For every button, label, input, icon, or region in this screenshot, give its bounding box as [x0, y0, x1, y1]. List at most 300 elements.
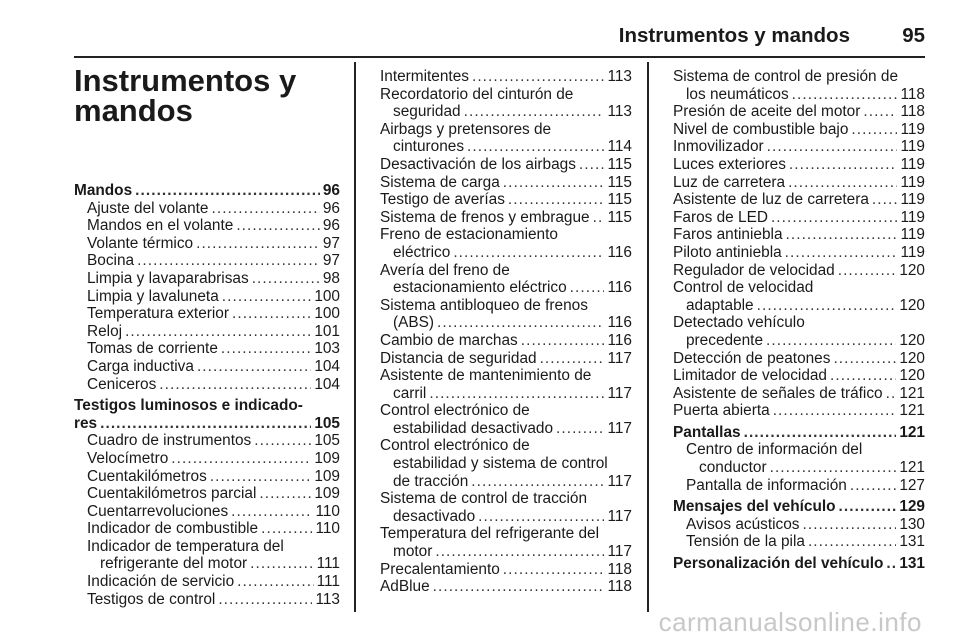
toc-entry-title: Mandos en el volante: [87, 217, 234, 235]
dot-leader: [770, 459, 897, 477]
dot-leader: [221, 340, 311, 358]
toc-page-number: 119: [900, 226, 925, 244]
dot-leader: [125, 323, 311, 341]
toc-entry-row: [380, 561, 632, 579]
toc-entry[interactable]: [380, 525, 632, 560]
dot-leader: [802, 516, 896, 534]
toc-entry-row: [673, 174, 925, 192]
toc-entry[interactable]: [380, 402, 632, 437]
toc-entry-title: Cuadro de instrumentos: [87, 432, 252, 450]
toc-entry[interactable]: [673, 441, 925, 476]
toc-entry[interactable]: [673, 516, 925, 534]
toc-entry-row: [380, 332, 632, 350]
toc-entry[interactable]: [673, 68, 925, 103]
toc-entry[interactable]: [74, 235, 340, 253]
watermark: carmanualsonline.info: [658, 607, 922, 637]
toc-entry[interactable]: [74, 485, 340, 503]
dot-leader: [464, 103, 605, 121]
dot-leader: [222, 288, 312, 306]
toc-entry-title: carril: [393, 384, 427, 402]
dot-leader: [872, 191, 898, 209]
page-number: 95: [902, 24, 925, 47]
dot-leader: [259, 485, 311, 503]
dot-leader: [453, 244, 604, 262]
toc-entry-title: Piloto antiniebla: [673, 243, 782, 261]
toc-entry-lead: Sistema de control de tracción: [380, 490, 588, 508]
toc-entry[interactable]: [673, 367, 925, 385]
toc-entry[interactable]: [380, 68, 632, 86]
toc-page-number: 100: [314, 287, 340, 305]
toc-column-3: [673, 68, 925, 573]
toc-entry-title: conductor: [699, 459, 767, 477]
toc-entry[interactable]: [74, 376, 340, 394]
toc-entry-title: Desactivación de los airbags: [380, 155, 576, 173]
toc-entry-row: [74, 182, 340, 200]
toc-page-number: 97: [322, 234, 340, 252]
toc-page-number: 115: [607, 191, 632, 209]
toc-entry[interactable]: [673, 402, 925, 420]
toc-entry-lead: Recordatorio del cinturón de: [380, 85, 574, 103]
toc-page-number: 118: [900, 85, 925, 103]
toc-entry-lead: Testigos luminosos e indicado-: [74, 397, 303, 415]
toc-entry-row: [380, 156, 632, 174]
toc-entry-row: [380, 508, 632, 526]
toc-entry[interactable]: [673, 477, 925, 495]
toc-entry-row: [380, 174, 632, 192]
toc-entry-row: [673, 385, 925, 403]
chapter-title: Instrumentos y mandos: [74, 63, 297, 128]
header-rule: [74, 56, 925, 58]
toc-entry-title: Luz de carretera: [673, 173, 786, 191]
toc-entry-row: [673, 262, 925, 280]
toc-page-number: 96: [322, 199, 340, 217]
toc-entry-title: Indicación de servicio: [87, 573, 235, 591]
toc-entry[interactable]: [74, 252, 340, 270]
toc-section[interactable]: [673, 498, 925, 516]
toc-entry-row: [380, 314, 632, 332]
toc-entry[interactable]: [380, 121, 632, 156]
toc-section[interactable]: [673, 424, 925, 442]
dot-leader: [503, 174, 605, 192]
dot-leader: [252, 270, 320, 288]
toc-entry-title: Tensión de la pila: [686, 533, 805, 551]
dot-leader: [467, 138, 604, 156]
dot-leader: [135, 182, 320, 200]
dot-leader: [508, 191, 605, 209]
toc-entry[interactable]: [673, 314, 925, 349]
toc-entry-title: Cuentakilómetros: [87, 467, 207, 485]
toc-entry[interactable]: [74, 432, 340, 450]
toc-page-number: 131: [899, 555, 925, 573]
dot-leader: [437, 314, 604, 332]
dot-leader: [472, 68, 604, 86]
toc-entry-lead: Airbags y pretensores de: [380, 120, 552, 138]
toc-page-number: 119: [900, 208, 925, 226]
dot-leader: [231, 503, 312, 521]
dot-leader: [886, 555, 896, 573]
toc-entry-title: Cuentarrevoluciones: [87, 502, 229, 520]
toc-page-number: 115: [607, 155, 632, 173]
toc-page-number: 120: [899, 349, 925, 367]
toc-entry-row: [87, 503, 340, 521]
toc-entry[interactable]: [380, 490, 632, 525]
dot-leader: [579, 156, 605, 174]
toc-entry-title: los neumáticos: [686, 85, 789, 103]
dot-leader: [830, 367, 896, 385]
toc-entry-row: [673, 209, 925, 227]
toc-entry[interactable]: [673, 156, 925, 174]
dot-leader: [556, 420, 604, 438]
toc-entry-title: Temperatura exterior: [87, 305, 229, 323]
toc-entry-title: Cuentakilómetros parcial: [87, 485, 257, 503]
toc-entry-row: [686, 477, 925, 495]
toc-entry-lead: Sistema de control de presión de: [673, 68, 899, 85]
toc-entry-lead: Indicador de temperatura del: [87, 537, 284, 555]
column-divider: [354, 62, 356, 612]
toc-entry-row: [87, 323, 340, 341]
toc-entry-title: Ceniceros: [87, 375, 157, 393]
toc-entry-row: [380, 244, 632, 262]
toc-entry-title: Distancia de seguridad: [380, 349, 537, 367]
toc-entry-title: Presión de aceite del motor: [673, 103, 861, 121]
toc-entry-row: [87, 591, 340, 609]
dot-leader: [886, 385, 897, 403]
dot-leader: [785, 244, 898, 262]
toc-entry-title: Mandos: [74, 182, 133, 199]
toc-entry-title: Limpia y lavaluneta: [87, 287, 219, 305]
toc-entry-row: [673, 191, 925, 209]
toc-entry-row: [673, 156, 925, 174]
dot-leader: [808, 533, 896, 551]
toc-entry-title: cinturones: [393, 138, 465, 156]
toc-entry[interactable]: [380, 191, 632, 209]
toc-entry[interactable]: [380, 262, 632, 297]
dot-leader: [744, 424, 897, 442]
toc-entry-title: desactivado: [393, 507, 476, 525]
toc-page-number: 117: [607, 472, 632, 490]
toc-entry-title: Limpia y lavaparabrisas: [87, 269, 249, 287]
toc-entry-row: [380, 385, 632, 403]
toc-entry-row: [380, 420, 632, 438]
toc-page-number: 103: [314, 340, 340, 358]
toc-entry-title: Bocina: [87, 252, 135, 270]
toc-page-number: 119: [900, 120, 925, 138]
toc-page-number: 127: [899, 476, 925, 494]
toc-entry-row: [380, 68, 632, 86]
toc-entry-title: Nivel de combustible bajo: [673, 120, 849, 138]
toc-entry-lead: Temperatura del refrigerante del: [380, 525, 600, 543]
toc-entry-row: [686, 533, 925, 551]
dot-leader: [212, 200, 320, 218]
toc-entry-title: Reloj: [87, 322, 123, 340]
dot-leader: [521, 332, 605, 350]
toc-entry-row: [380, 543, 632, 561]
dot-leader: [171, 450, 311, 468]
dot-leader: [863, 103, 897, 121]
dot-leader: [786, 226, 898, 244]
toc-entry-row: [87, 520, 340, 538]
toc-entry-title: res: [74, 414, 98, 432]
dot-leader: [471, 473, 604, 491]
toc-entry-row: [673, 226, 925, 244]
dot-leader: [771, 209, 898, 227]
toc-page-number: 96: [322, 182, 340, 199]
dot-leader: [137, 252, 320, 270]
toc-entry-title: Intermitentes: [380, 68, 469, 85]
dot-leader: [839, 498, 897, 516]
toc-page-number: 111: [316, 555, 340, 573]
toc-entry[interactable]: [74, 468, 340, 486]
toc-page-number: 114: [607, 138, 632, 156]
dot-leader: [210, 468, 312, 486]
toc-section[interactable]: [74, 182, 340, 200]
toc-entry-row: [87, 450, 340, 468]
toc-entry[interactable]: [673, 209, 925, 227]
toc-entry-lead: Control electrónico de: [380, 402, 530, 420]
dot-leader: [757, 297, 897, 315]
toc-entry[interactable]: [74, 217, 340, 235]
dot-leader: [254, 432, 311, 450]
toc-entry-row: [380, 191, 632, 209]
toc-page-number: 121: [899, 459, 925, 477]
toc-page-number: 130: [899, 515, 925, 533]
toc-entry-row: [87, 432, 340, 450]
toc-entry-row: [87, 485, 340, 503]
toc-entry-title: Puerta abierta: [673, 402, 770, 420]
toc-page-number: 119: [900, 138, 925, 156]
toc-entry[interactable]: [380, 156, 632, 174]
toc-entry[interactable]: [74, 573, 340, 591]
toc-entry[interactable]: [673, 350, 925, 368]
toc-column-2: [380, 68, 632, 596]
dot-leader: [218, 591, 312, 609]
toc-entry-row: [673, 103, 925, 121]
toc-entry-title: Indicador de combustible: [87, 520, 259, 538]
toc-page-number: 110: [315, 502, 340, 520]
toc-entry-lead: estabilidad y sistema de control: [393, 455, 608, 473]
toc-entry[interactable]: [74, 520, 340, 538]
toc-entry-title: Personalización del vehículo: [673, 555, 884, 573]
toc-entry-row: [87, 376, 340, 394]
toc-entry-row: [380, 279, 632, 297]
toc-entry[interactable]: [380, 332, 632, 350]
toc-page-number: 105: [314, 414, 340, 432]
toc-entry-row: [673, 86, 925, 104]
toc-page-number: 119: [900, 155, 925, 173]
toc-entry-title: (ABS): [393, 314, 435, 332]
toc-page-number: 98: [322, 269, 340, 287]
toc-entry[interactable]: [380, 226, 632, 261]
toc-page-number: 131: [899, 533, 925, 551]
toc-entry[interactable]: [380, 209, 632, 227]
toc-entry-title: Asistente de luz de carretera: [673, 191, 869, 209]
toc-entry[interactable]: [74, 270, 340, 288]
toc-entry-title: Mensajes del vehículo: [673, 498, 836, 516]
dot-leader: [789, 156, 898, 174]
toc-entry[interactable]: [380, 561, 632, 579]
toc-entry[interactable]: [74, 340, 340, 358]
toc-entry-row: [380, 138, 632, 156]
toc-page-number: 116: [607, 279, 632, 297]
toc-entry[interactable]: [673, 121, 925, 139]
toc-page-number: 97: [322, 252, 340, 270]
toc-entry-row: [87, 288, 340, 306]
toc-entry-row: [87, 358, 340, 376]
dot-leader: [232, 305, 311, 323]
toc-entry[interactable]: [673, 244, 925, 262]
toc-entry-title: Limitador de velocidad: [673, 367, 827, 385]
toc-page-number: 120: [899, 261, 925, 279]
toc-entry[interactable]: [673, 103, 925, 121]
toc-entry-title: estabilidad desactivado: [393, 419, 554, 437]
toc-entry-row: [673, 367, 925, 385]
toc-page-number: 121: [899, 423, 925, 441]
toc-page-number: 115: [607, 173, 632, 191]
toc-entry[interactable]: [673, 262, 925, 280]
toc-page-number: 104: [314, 375, 340, 393]
toc-page-number: 111: [316, 573, 340, 591]
toc-entry-row: [87, 573, 340, 591]
toc-entry[interactable]: [74, 305, 340, 323]
toc-entry-row: [686, 516, 925, 534]
dot-leader: [833, 350, 896, 368]
toc-page-number: 101: [314, 322, 340, 340]
toc-entry[interactable]: [380, 367, 632, 402]
toc-entry-title: Sistema de carga: [380, 173, 500, 191]
toc-entry[interactable]: [74, 200, 340, 218]
toc-entry-title: estacionamiento eléctrico: [393, 279, 567, 297]
toc-entry-row: [673, 297, 925, 315]
toc-entry[interactable]: [673, 533, 925, 551]
toc-entry-title: Volante térmico: [87, 234, 194, 252]
toc-entry-title: AdBlue: [380, 578, 430, 596]
dot-leader: [250, 555, 313, 573]
toc-entry-title: seguridad: [393, 103, 461, 121]
toc-page-number: 116: [607, 331, 632, 349]
toc-page-number: 121: [899, 384, 925, 402]
toc-entry-title: precedente: [686, 331, 764, 349]
toc-entry[interactable]: [673, 174, 925, 192]
toc-entry[interactable]: [673, 226, 925, 244]
toc-entry-title: Inmovilizador: [673, 138, 764, 156]
toc-entry-row: [87, 468, 340, 486]
dot-leader: [773, 402, 897, 420]
toc-section[interactable]: [74, 397, 340, 432]
toc-entry[interactable]: [74, 591, 340, 609]
toc-entry-lead: Centro de información del: [686, 441, 863, 459]
toc-entry[interactable]: [74, 538, 340, 573]
toc-page-number: 100: [314, 305, 340, 323]
dot-leader: [540, 350, 605, 368]
toc-entry[interactable]: [380, 578, 632, 596]
toc-page-number: 117: [607, 419, 632, 437]
toc-entry-row: [87, 555, 340, 573]
dot-leader: [435, 543, 604, 561]
toc-entry[interactable]: [74, 358, 340, 376]
toc-entry-row: [87, 340, 340, 358]
toc-entry-title: Detección de peatones: [673, 349, 831, 367]
toc-entry-row: [380, 209, 632, 227]
toc-entry[interactable]: [673, 385, 925, 403]
dot-leader: [196, 235, 320, 253]
toc-entry-title: Faros de LED: [673, 208, 768, 226]
toc-page-number: 116: [607, 314, 632, 332]
toc-entry[interactable]: [74, 323, 340, 341]
toc-entry[interactable]: [673, 279, 925, 314]
toc-entry-row: [673, 138, 925, 156]
toc-page-number: 117: [607, 507, 632, 525]
toc-entry[interactable]: [380, 437, 632, 490]
toc-page-number: 118: [900, 103, 925, 121]
dot-leader: [851, 121, 897, 139]
dot-leader: [429, 385, 604, 403]
toc-page-number: 129: [899, 498, 925, 516]
toc-entry-title: Precalentamiento: [380, 560, 500, 578]
toc-entry-row: [673, 244, 925, 262]
toc-page-number: 121: [899, 402, 925, 420]
toc-page-number: 117: [607, 384, 632, 402]
toc-entry-row: [380, 350, 632, 368]
toc-page-number: 109: [314, 449, 340, 467]
toc-entry[interactable]: [673, 191, 925, 209]
toc-page-number: 119: [900, 173, 925, 191]
toc-entry-row: [380, 473, 632, 491]
toc-entry[interactable]: [380, 350, 632, 368]
dot-leader: [236, 217, 320, 235]
toc-entry-title: Testigo de averías: [380, 191, 505, 209]
toc-entry[interactable]: [673, 138, 925, 156]
dot-leader: [478, 508, 604, 526]
toc-entry-title: Luces exteriores: [673, 155, 786, 173]
toc-entry-lead: Sistema antibloqueo de frenos: [380, 296, 588, 314]
toc-entry-title: refrigerante del motor: [100, 555, 248, 573]
toc-entry[interactable]: [380, 174, 632, 192]
toc-page-number: 109: [314, 467, 340, 485]
toc-entry[interactable]: [74, 503, 340, 521]
toc-page-number: 117: [607, 543, 632, 561]
toc-section[interactable]: [673, 555, 925, 573]
toc-entry-title: Testigos de control: [87, 590, 216, 608]
toc-entry[interactable]: [380, 297, 632, 332]
dot-leader: [792, 86, 898, 104]
toc-entry-title: Asistente de señales de tráfico: [673, 384, 883, 402]
toc-entry-title: Tomas de corriente: [87, 340, 218, 358]
toc-page-number: 110: [315, 520, 340, 538]
dot-leader: [838, 262, 897, 280]
toc-entry-row: [686, 459, 925, 477]
dot-leader: [766, 332, 896, 350]
toc-entry[interactable]: [74, 288, 340, 306]
dot-leader: [850, 477, 896, 495]
toc-entry-row: [87, 252, 340, 270]
running-title: Instrumentos y mandos: [618, 24, 850, 47]
toc-entry-row: [380, 578, 632, 596]
dot-leader: [503, 561, 605, 579]
dot-leader: [593, 209, 605, 227]
dot-leader: [100, 415, 311, 433]
toc-entry-title: Carga inductiva: [87, 357, 194, 375]
toc-entry-title: Regulador de velocidad: [673, 261, 835, 279]
toc-entry[interactable]: [74, 450, 340, 468]
toc-entry-title: adaptable: [686, 296, 754, 314]
toc-entry-row: [673, 332, 925, 350]
toc-entry-lead: Detectado vehículo: [673, 314, 805, 332]
toc-page-number: 120: [899, 367, 925, 385]
toc-entry[interactable]: [380, 86, 632, 121]
dot-leader: [788, 174, 897, 192]
toc-entry-row: [87, 217, 340, 235]
toc-page-number: 118: [607, 560, 632, 578]
